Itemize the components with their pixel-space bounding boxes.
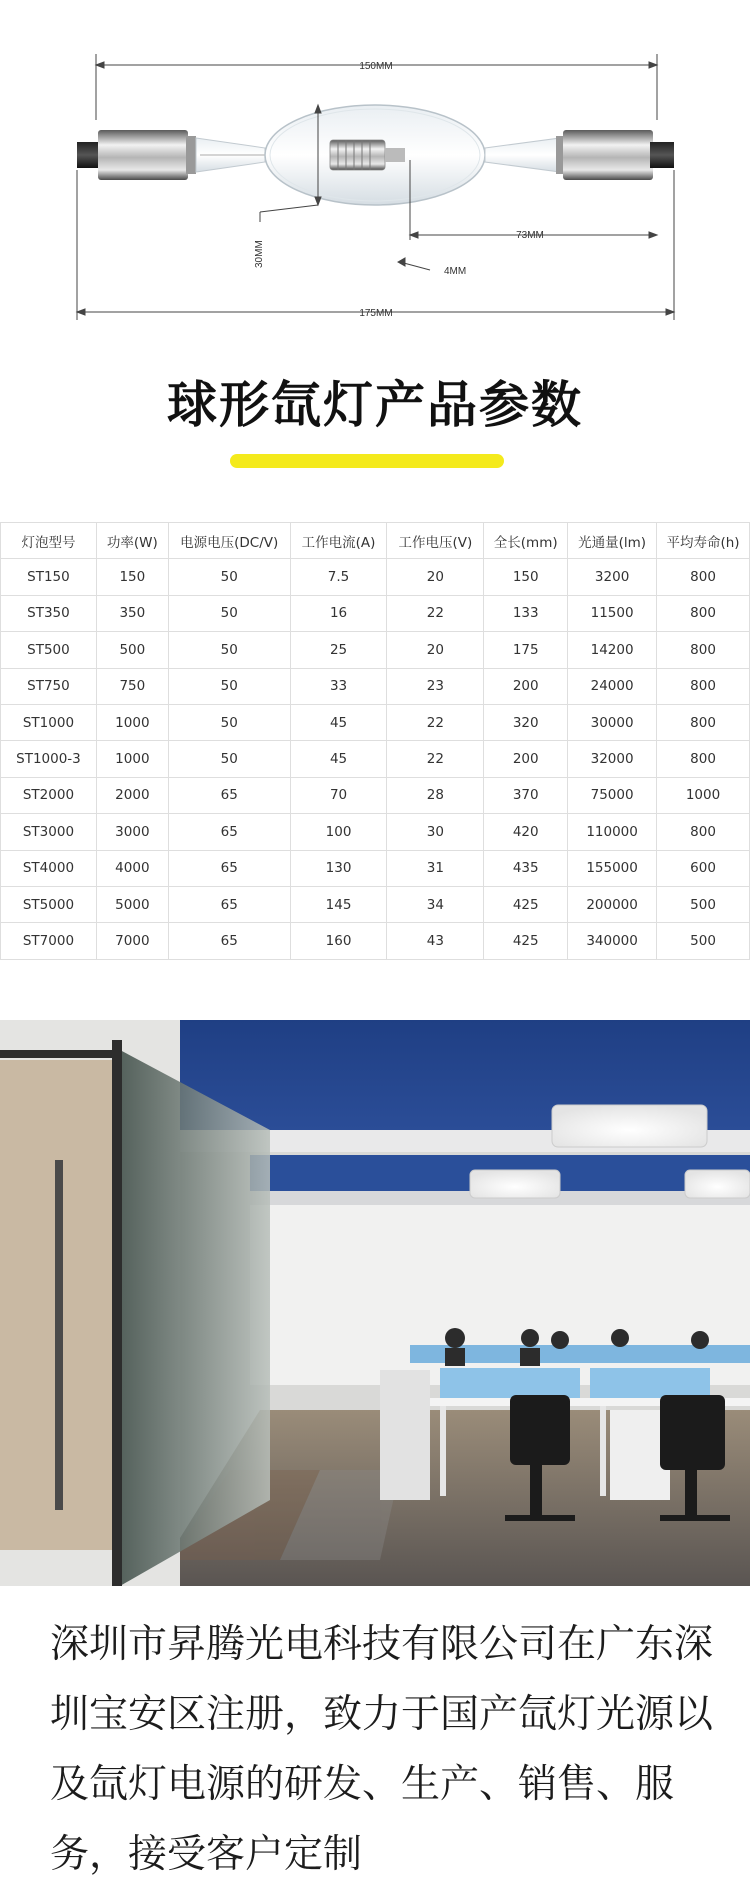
table-cell: 65 xyxy=(168,814,290,850)
table-cell: 340000 xyxy=(568,923,657,959)
table-cell: 175 xyxy=(484,632,568,668)
header-cell: 电源电压(DC/V) xyxy=(168,523,290,559)
table-cell: 1000 xyxy=(657,777,750,813)
table-cell: 50 xyxy=(168,668,290,704)
table-cell: 5000 xyxy=(96,886,168,922)
table-cell: ST150 xyxy=(1,559,97,595)
table-cell: 50 xyxy=(168,741,290,777)
title-block xyxy=(0,370,750,440)
header-cell: 工作电流(A) xyxy=(290,523,387,559)
table-cell: 75000 xyxy=(568,777,657,813)
table-row xyxy=(1,923,750,959)
table-cell: 425 xyxy=(484,886,568,922)
table-cell: 425 xyxy=(484,923,568,959)
office-photo xyxy=(0,1020,750,1586)
table-cell: 200 xyxy=(484,741,568,777)
table-cell: 110000 xyxy=(568,814,657,850)
table-row xyxy=(1,741,750,777)
table-cell: 33 xyxy=(290,668,387,704)
table-cell: 65 xyxy=(168,886,290,922)
table-cell: 800 xyxy=(657,559,750,595)
table-cell: 22 xyxy=(387,704,484,740)
table-cell: 45 xyxy=(290,704,387,740)
header-cell: 灯泡型号 xyxy=(1,523,97,559)
table-cell: 750 xyxy=(96,668,168,704)
table-cell: 4000 xyxy=(96,850,168,886)
table-cell: 800 xyxy=(657,595,750,631)
dim-line-gap xyxy=(398,258,430,270)
table-cell: 1000 xyxy=(96,704,168,740)
table-cell: 3000 xyxy=(96,814,168,850)
table-cell: 600 xyxy=(657,850,750,886)
title-underline-bar xyxy=(230,454,504,468)
right-cap-metal xyxy=(563,130,653,180)
table-cell: 50 xyxy=(168,704,290,740)
table-cell: 800 xyxy=(657,632,750,668)
table-cell: 24000 xyxy=(568,668,657,704)
header-cell: 光通量(lm) xyxy=(568,523,657,559)
table-cell: ST2000 xyxy=(1,777,97,813)
table-cell: ST1000 xyxy=(1,704,97,740)
table-row xyxy=(1,559,750,595)
table-cell: 34 xyxy=(387,886,484,922)
table-cell: 50 xyxy=(168,595,290,631)
company-description: 深圳市昇腾光电科技有限公司在广东深圳宝安区注册，致力于国产氙灯光源以及氙灯电源的研发、生产、销售、服务，接受客户定制 xyxy=(50,1622,714,1877)
lamp-dimension-diagram xyxy=(0,0,750,340)
table-cell: 130 xyxy=(290,850,387,886)
table-cell: 145 xyxy=(290,886,387,922)
table-header-row xyxy=(1,523,750,559)
table-cell: 200 xyxy=(484,668,568,704)
table-cell: 14200 xyxy=(568,632,657,668)
table-cell: 150 xyxy=(96,559,168,595)
table-cell: 160 xyxy=(290,923,387,959)
table-cell: 30 xyxy=(387,814,484,850)
table-cell: 435 xyxy=(484,850,568,886)
page-title: 球形氙灯产品参数 xyxy=(167,376,583,434)
dim-label-gap: 4MM xyxy=(444,266,467,277)
table-row xyxy=(1,850,750,886)
table-row xyxy=(1,777,750,813)
table-cell: 50 xyxy=(168,559,290,595)
table-cell: 150 xyxy=(484,559,568,595)
table-cell: 420 xyxy=(484,814,568,850)
table-cell: ST350 xyxy=(1,595,97,631)
table-cell: 22 xyxy=(387,595,484,631)
table-cell: 20 xyxy=(387,559,484,595)
table-cell: 43 xyxy=(387,923,484,959)
table-cell: 350 xyxy=(96,595,168,631)
table-cell: 65 xyxy=(168,850,290,886)
header-cell: 工作电压(V) xyxy=(387,523,484,559)
dim-label-right: 73MM xyxy=(516,230,544,241)
table-cell: 45 xyxy=(290,741,387,777)
right-cap-dark xyxy=(650,142,674,168)
table-cell: 1000 xyxy=(96,741,168,777)
table-cell: 31 xyxy=(387,850,484,886)
table-cell: 2000 xyxy=(96,777,168,813)
dim-label-top: 150MM xyxy=(359,61,393,72)
table-cell: 800 xyxy=(657,668,750,704)
table-cell: 65 xyxy=(168,923,290,959)
table-row xyxy=(1,595,750,631)
table-body xyxy=(1,559,750,959)
table-cell: 800 xyxy=(657,814,750,850)
left-cap-metal xyxy=(98,130,188,180)
table-cell: ST7000 xyxy=(1,923,97,959)
table-cell: 30000 xyxy=(568,704,657,740)
table-cell: 28 xyxy=(387,777,484,813)
table-cell: 23 xyxy=(387,668,484,704)
right-neck-glass xyxy=(485,138,560,172)
table-cell: 25 xyxy=(290,632,387,668)
table-cell: 65 xyxy=(168,777,290,813)
table-cell: 3200 xyxy=(568,559,657,595)
table-cell: 50 xyxy=(168,632,290,668)
table-cell: 20 xyxy=(387,632,484,668)
table-cell: 320 xyxy=(484,704,568,740)
table-cell: ST750 xyxy=(1,668,97,704)
table-cell: 100 xyxy=(290,814,387,850)
table-cell: ST1000-3 xyxy=(1,741,97,777)
table-cell: 800 xyxy=(657,704,750,740)
table-cell: ST4000 xyxy=(1,850,97,886)
table-cell: 70 xyxy=(290,777,387,813)
table-cell: 16 xyxy=(290,595,387,631)
table-row xyxy=(1,814,750,850)
table-cell: 500 xyxy=(657,886,750,922)
dim-label-diameter: 30MM xyxy=(254,240,265,268)
table-row xyxy=(1,704,750,740)
table-cell: 7000 xyxy=(96,923,168,959)
table-row xyxy=(1,632,750,668)
table-cell: 370 xyxy=(484,777,568,813)
table-cell: 133 xyxy=(484,595,568,631)
table-cell: 200000 xyxy=(568,886,657,922)
table-cell: 800 xyxy=(657,741,750,777)
table-cell: 500 xyxy=(657,923,750,959)
table-cell: ST3000 xyxy=(1,814,97,850)
table-cell: 22 xyxy=(387,741,484,777)
header-cell: 功率(W) xyxy=(96,523,168,559)
table-cell: 7.5 xyxy=(290,559,387,595)
table-row xyxy=(1,668,750,704)
table-cell: ST500 xyxy=(1,632,97,668)
table-cell: 155000 xyxy=(568,850,657,886)
spec-table xyxy=(0,522,750,960)
header-cell: 全长(mm) xyxy=(484,523,568,559)
table-row xyxy=(1,886,750,922)
header-cell: 平均寿命(h) xyxy=(657,523,750,559)
table-cell: ST5000 xyxy=(1,886,97,922)
dim-label-bottom: 175MM xyxy=(359,308,393,319)
left-cap-dark xyxy=(77,142,101,168)
table-cell: 32000 xyxy=(568,741,657,777)
table-cell: 500 xyxy=(96,632,168,668)
table-cell: 11500 xyxy=(568,595,657,631)
